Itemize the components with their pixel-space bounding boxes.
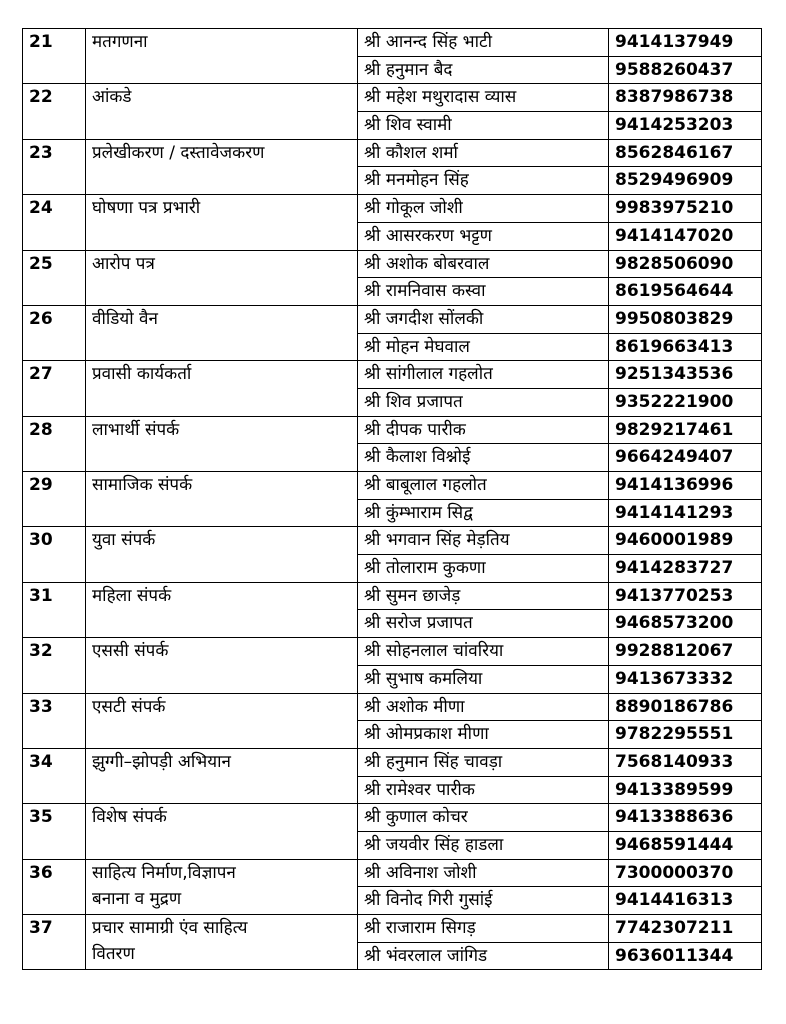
serial-number-empty xyxy=(23,167,86,195)
member-phone: 9414147020 xyxy=(609,222,762,250)
member-phone: 9413389599 xyxy=(609,776,762,804)
serial-number: 33 xyxy=(23,693,86,721)
member-name: श्री विनोद गिरी गुसांई xyxy=(358,887,609,915)
member-name: श्री ओमप्रकाश मीणा xyxy=(358,721,609,749)
member-phone: 9468591444 xyxy=(609,831,762,859)
responsibility-cell: महिला संपर्क xyxy=(86,582,358,637)
member-phone: 8619663413 xyxy=(609,333,762,361)
member-phone: 9414416313 xyxy=(609,887,762,915)
member-name: श्री शिव प्रजापत xyxy=(358,388,609,416)
table-row xyxy=(23,139,762,167)
table-row xyxy=(23,305,762,333)
member-phone: 9413388636 xyxy=(609,804,762,832)
member-name: श्री आनन्द सिंह भाटी xyxy=(358,29,609,57)
responsibility-cell: झुग्गी–झोपड़ी अभियान xyxy=(86,748,358,803)
responsibility-cell xyxy=(86,859,358,914)
member-phone: 9414137949 xyxy=(609,29,762,57)
member-phone: 9928812067 xyxy=(609,638,762,666)
member-phone: 8387986738 xyxy=(609,84,762,112)
responsibility-cell: सामाजिक संपर्क xyxy=(86,472,358,527)
member-phone: 9352221900 xyxy=(609,388,762,416)
serial-number: 35 xyxy=(23,804,86,832)
assignment-table-body xyxy=(23,29,762,970)
responsibility-line: बनाना व मुद्रण xyxy=(92,888,182,909)
member-name: श्री कुंम्भाराम सिद्व xyxy=(358,499,609,527)
member-name: श्री जयवीर सिंह हाडला xyxy=(358,831,609,859)
serial-number-empty xyxy=(23,721,86,749)
member-name: श्री शिव स्वामी xyxy=(358,112,609,140)
table-row xyxy=(23,582,762,610)
member-name: श्री सरोज प्रजापत xyxy=(358,610,609,638)
member-name: श्री अविनाश जोशी xyxy=(358,859,609,887)
serial-number: 28 xyxy=(23,416,86,444)
member-phone: 9460001989 xyxy=(609,527,762,555)
serial-number-empty xyxy=(23,942,86,970)
table-row xyxy=(23,472,762,500)
responsibility-cell: आरोप पत्र xyxy=(86,250,358,305)
serial-number: 24 xyxy=(23,195,86,223)
member-name: श्री भंवरलाल जांगिड xyxy=(358,942,609,970)
serial-number: 36 xyxy=(23,859,86,887)
member-name: श्री आसरकरण भट्टण xyxy=(358,222,609,250)
table-row xyxy=(23,859,762,887)
member-phone: 8529496909 xyxy=(609,167,762,195)
serial-number-empty xyxy=(23,112,86,140)
member-phone: 9636011344 xyxy=(609,942,762,970)
responsibility-cell: आंकडे xyxy=(86,84,358,139)
member-name: श्री रामेश्वर पारीक xyxy=(358,776,609,804)
serial-number-empty xyxy=(23,776,86,804)
serial-number: 25 xyxy=(23,250,86,278)
serial-number-empty xyxy=(23,222,86,250)
serial-number-empty xyxy=(23,278,86,306)
member-phone: 9414141293 xyxy=(609,499,762,527)
member-name: श्री कैलाश विश्नोई xyxy=(358,444,609,472)
member-phone: 9413770253 xyxy=(609,582,762,610)
serial-number-empty xyxy=(23,56,86,84)
member-phone: 9588260437 xyxy=(609,56,762,84)
serial-number: 32 xyxy=(23,638,86,666)
responsibility-cell: विशेष संपर्क xyxy=(86,804,358,859)
member-name: श्री हनुमान बैद xyxy=(358,56,609,84)
table-row xyxy=(23,84,762,112)
member-phone: 9468573200 xyxy=(609,610,762,638)
serial-number-empty xyxy=(23,831,86,859)
serial-number-empty xyxy=(23,333,86,361)
member-phone: 9414283727 xyxy=(609,555,762,583)
member-name: श्री अशोक मीणा xyxy=(358,693,609,721)
table-row xyxy=(23,748,762,776)
responsibility-cell: प्रवासी कार्यकर्ता xyxy=(86,361,358,416)
member-phone: 9983975210 xyxy=(609,195,762,223)
member-name: श्री सोहनलाल चांवरिया xyxy=(358,638,609,666)
responsibility-cell: वीडियो वैन xyxy=(86,305,358,360)
responsibility-cell: लाभार्थी संपर्क xyxy=(86,416,358,471)
member-name: श्री रामनिवास कस्वा xyxy=(358,278,609,306)
table-row xyxy=(23,693,762,721)
serial-number-empty xyxy=(23,499,86,527)
serial-number-empty xyxy=(23,388,86,416)
member-name: श्री कुणाल कोचर xyxy=(358,804,609,832)
responsibility-cell: एसटी संपर्क xyxy=(86,693,358,748)
serial-number: 27 xyxy=(23,361,86,389)
table-row xyxy=(23,29,762,57)
serial-number: 26 xyxy=(23,305,86,333)
serial-number-empty xyxy=(23,444,86,472)
member-name: श्री कौशल शर्मा xyxy=(358,139,609,167)
member-phone: 9414253203 xyxy=(609,112,762,140)
assignment-table-page xyxy=(22,28,762,970)
member-name: श्री बाबूलाल गहलोत xyxy=(358,472,609,500)
serial-number-empty xyxy=(23,887,86,915)
member-phone: 9414136996 xyxy=(609,472,762,500)
table-row xyxy=(23,915,762,943)
member-phone: 9782295551 xyxy=(609,721,762,749)
member-phone: 8619564644 xyxy=(609,278,762,306)
member-name: श्री गोकूल जोशी xyxy=(358,195,609,223)
responsibility-line: वितरण xyxy=(92,944,135,964)
member-phone: 8562846167 xyxy=(609,139,762,167)
member-phone: 9829217461 xyxy=(609,416,762,444)
member-phone: 9664249407 xyxy=(609,444,762,472)
responsibility-line: प्रचार सामाग्री एंव साहित्य xyxy=(92,918,248,938)
responsibility-cell: एससी संपर्क xyxy=(86,638,358,693)
serial-number-empty xyxy=(23,610,86,638)
member-name: श्री सुमन छाजेड़ xyxy=(358,582,609,610)
responsibility-cell: मतगणना xyxy=(86,29,358,84)
member-name: श्री जगदीश सोंलकी xyxy=(358,305,609,333)
serial-number: 31 xyxy=(23,582,86,610)
member-phone: 9950803829 xyxy=(609,305,762,333)
table-row xyxy=(23,527,762,555)
table-row xyxy=(23,416,762,444)
member-name: श्री मनमोहन सिंह xyxy=(358,167,609,195)
table-row xyxy=(23,804,762,832)
serial-number-empty xyxy=(23,665,86,693)
table-row xyxy=(23,638,762,666)
responsibility-cell: घोषणा पत्र प्रभारी xyxy=(86,195,358,250)
serial-number: 21 xyxy=(23,29,86,57)
member-name: श्री भगवान सिंह मेड़तिय xyxy=(358,527,609,555)
serial-number: 29 xyxy=(23,472,86,500)
table-row xyxy=(23,361,762,389)
serial-number: 23 xyxy=(23,139,86,167)
member-phone: 9251343536 xyxy=(609,361,762,389)
member-phone: 8890186786 xyxy=(609,693,762,721)
responsibility-cell xyxy=(86,915,358,970)
serial-number-empty xyxy=(23,555,86,583)
member-name: श्री सांगीलाल गहलोत xyxy=(358,361,609,389)
serial-number: 30 xyxy=(23,527,86,555)
serial-number: 22 xyxy=(23,84,86,112)
member-name: श्री हनुमान सिंह चावड़ा xyxy=(358,748,609,776)
member-phone: 7568140933 xyxy=(609,748,762,776)
member-phone: 7742307211 xyxy=(609,915,762,943)
table-row xyxy=(23,250,762,278)
member-name: श्री अशोक बोबरवाल xyxy=(358,250,609,278)
serial-number: 37 xyxy=(23,915,86,943)
responsibility-cell: प्रलेखीकरण / दस्तावेजकरण xyxy=(86,139,358,194)
responsibility-line: साहित्य निर्माण,विज्ञापन xyxy=(92,862,236,883)
member-phone: 9828506090 xyxy=(609,250,762,278)
assignment-table xyxy=(22,28,762,970)
member-name: श्री महेश मथुरादास व्यास xyxy=(358,84,609,112)
member-name: श्री मोहन मेघवाल xyxy=(358,333,609,361)
serial-number: 34 xyxy=(23,748,86,776)
table-row xyxy=(23,195,762,223)
member-name: श्री सुभाष कमलिया xyxy=(358,665,609,693)
member-phone: 9413673332 xyxy=(609,665,762,693)
member-name: श्री दीपक पारीक xyxy=(358,416,609,444)
responsibility-cell: युवा संपर्क xyxy=(86,527,358,582)
member-phone: 7300000370 xyxy=(609,859,762,887)
member-name: श्री तोलाराम कुकणा xyxy=(358,555,609,583)
member-name: श्री राजाराम सिगड़ xyxy=(358,915,609,943)
